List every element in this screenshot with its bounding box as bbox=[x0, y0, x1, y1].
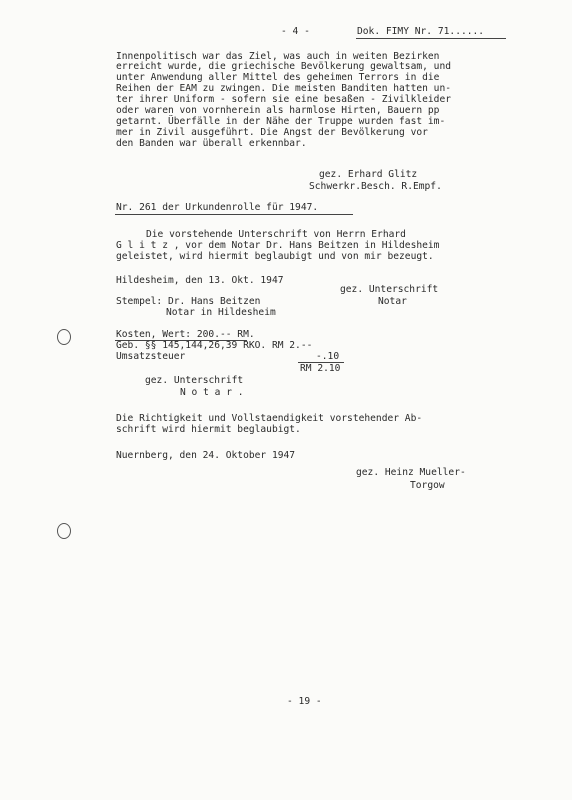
paragraph-line: Innenpolitisch war das Ziel, was auch in weiten Bezirken bbox=[116, 51, 440, 62]
page-number: - 19 - bbox=[287, 696, 322, 707]
signature-line: gez. Heinz Mueller- bbox=[356, 467, 466, 478]
costs-total: RM 2.10 bbox=[300, 363, 341, 374]
page-marker: - 4 - bbox=[281, 26, 310, 37]
signature-title: Schwerkr.Besch. R.Empf. bbox=[309, 181, 442, 192]
certification-line: schrift wird hiermit beglaubigt. bbox=[116, 424, 301, 435]
signature-name: gez. Erhard Glitz bbox=[319, 169, 418, 180]
signature-line: gez. Unterschrift bbox=[145, 375, 244, 386]
header-underline bbox=[356, 38, 506, 39]
stamp-line: Notar in Hildesheim bbox=[166, 307, 276, 318]
signature-line: Torgow bbox=[410, 480, 445, 491]
costs-line: Geb. §§ 145,144,26,39 RKO. RM 2.-- bbox=[116, 340, 313, 351]
costs-label: Umsatzsteuer bbox=[116, 351, 186, 362]
paragraph-line: oder waren von vornherein als harmlose Hirten, Bauern pp bbox=[116, 105, 440, 116]
roll-heading: Nr. 261 der Urkundenrolle für 1947. bbox=[116, 202, 319, 213]
place-date: Nuernberg, den 24. Oktober 1947 bbox=[116, 450, 296, 461]
signature-role: N o t a r . bbox=[180, 387, 244, 398]
costs-value: -.10 bbox=[316, 351, 340, 362]
paragraph-line: mer in Zivil ausgeführt. Die Angst der Bevölkerung vor bbox=[116, 127, 428, 138]
stamp-line: Stempel: Dr. Hans Beitzen bbox=[116, 296, 261, 307]
paragraph-line: erreicht wurde, die griechische Bevölkerung gewaltsam, und bbox=[116, 61, 452, 72]
punch-hole bbox=[57, 523, 71, 539]
paragraph-line: geleistet, wird hiermit beglaubigt und von mir bezeugt. bbox=[116, 251, 434, 262]
paragraph-line: Reihen der EAM zu zwingen. Die meisten Banditen hatten un- bbox=[116, 83, 452, 94]
paragraph-line: G l i t z , vor dem Notar Dr. Hans Beitzen in Hildesheim bbox=[116, 240, 440, 251]
costs-line: Kosten, Wert: 200.-- RM. bbox=[116, 329, 255, 340]
paragraph-line: unter Anwendung aller Mittel des geheimen Terrors in die bbox=[116, 72, 440, 83]
paragraph-line: ter ihrer Uniform - sofern sie eine besaßen - Zivilkleider bbox=[116, 94, 452, 105]
roll-heading-underline bbox=[115, 214, 353, 215]
paragraph-line: den Banden war überall erkennbar. bbox=[116, 138, 307, 149]
notary-signature: gez. Unterschrift bbox=[340, 284, 439, 295]
punch-hole bbox=[57, 329, 71, 345]
paragraph-line: Die vorstehende Unterschrift von Herrn Erhard bbox=[146, 229, 406, 240]
place-date: Hildesheim, den 13. Okt. 1947 bbox=[116, 275, 284, 286]
certification-line: Die Richtigkeit und Vollstaendigkeit vorstehender Ab- bbox=[116, 413, 423, 424]
document-label: Dok. FIMY Nr. 71...... bbox=[357, 26, 485, 37]
paragraph-line: getarnt. Überfälle in der Nähe der Truppe wurden fast im- bbox=[116, 116, 446, 127]
notary-role: Notar bbox=[378, 296, 407, 307]
